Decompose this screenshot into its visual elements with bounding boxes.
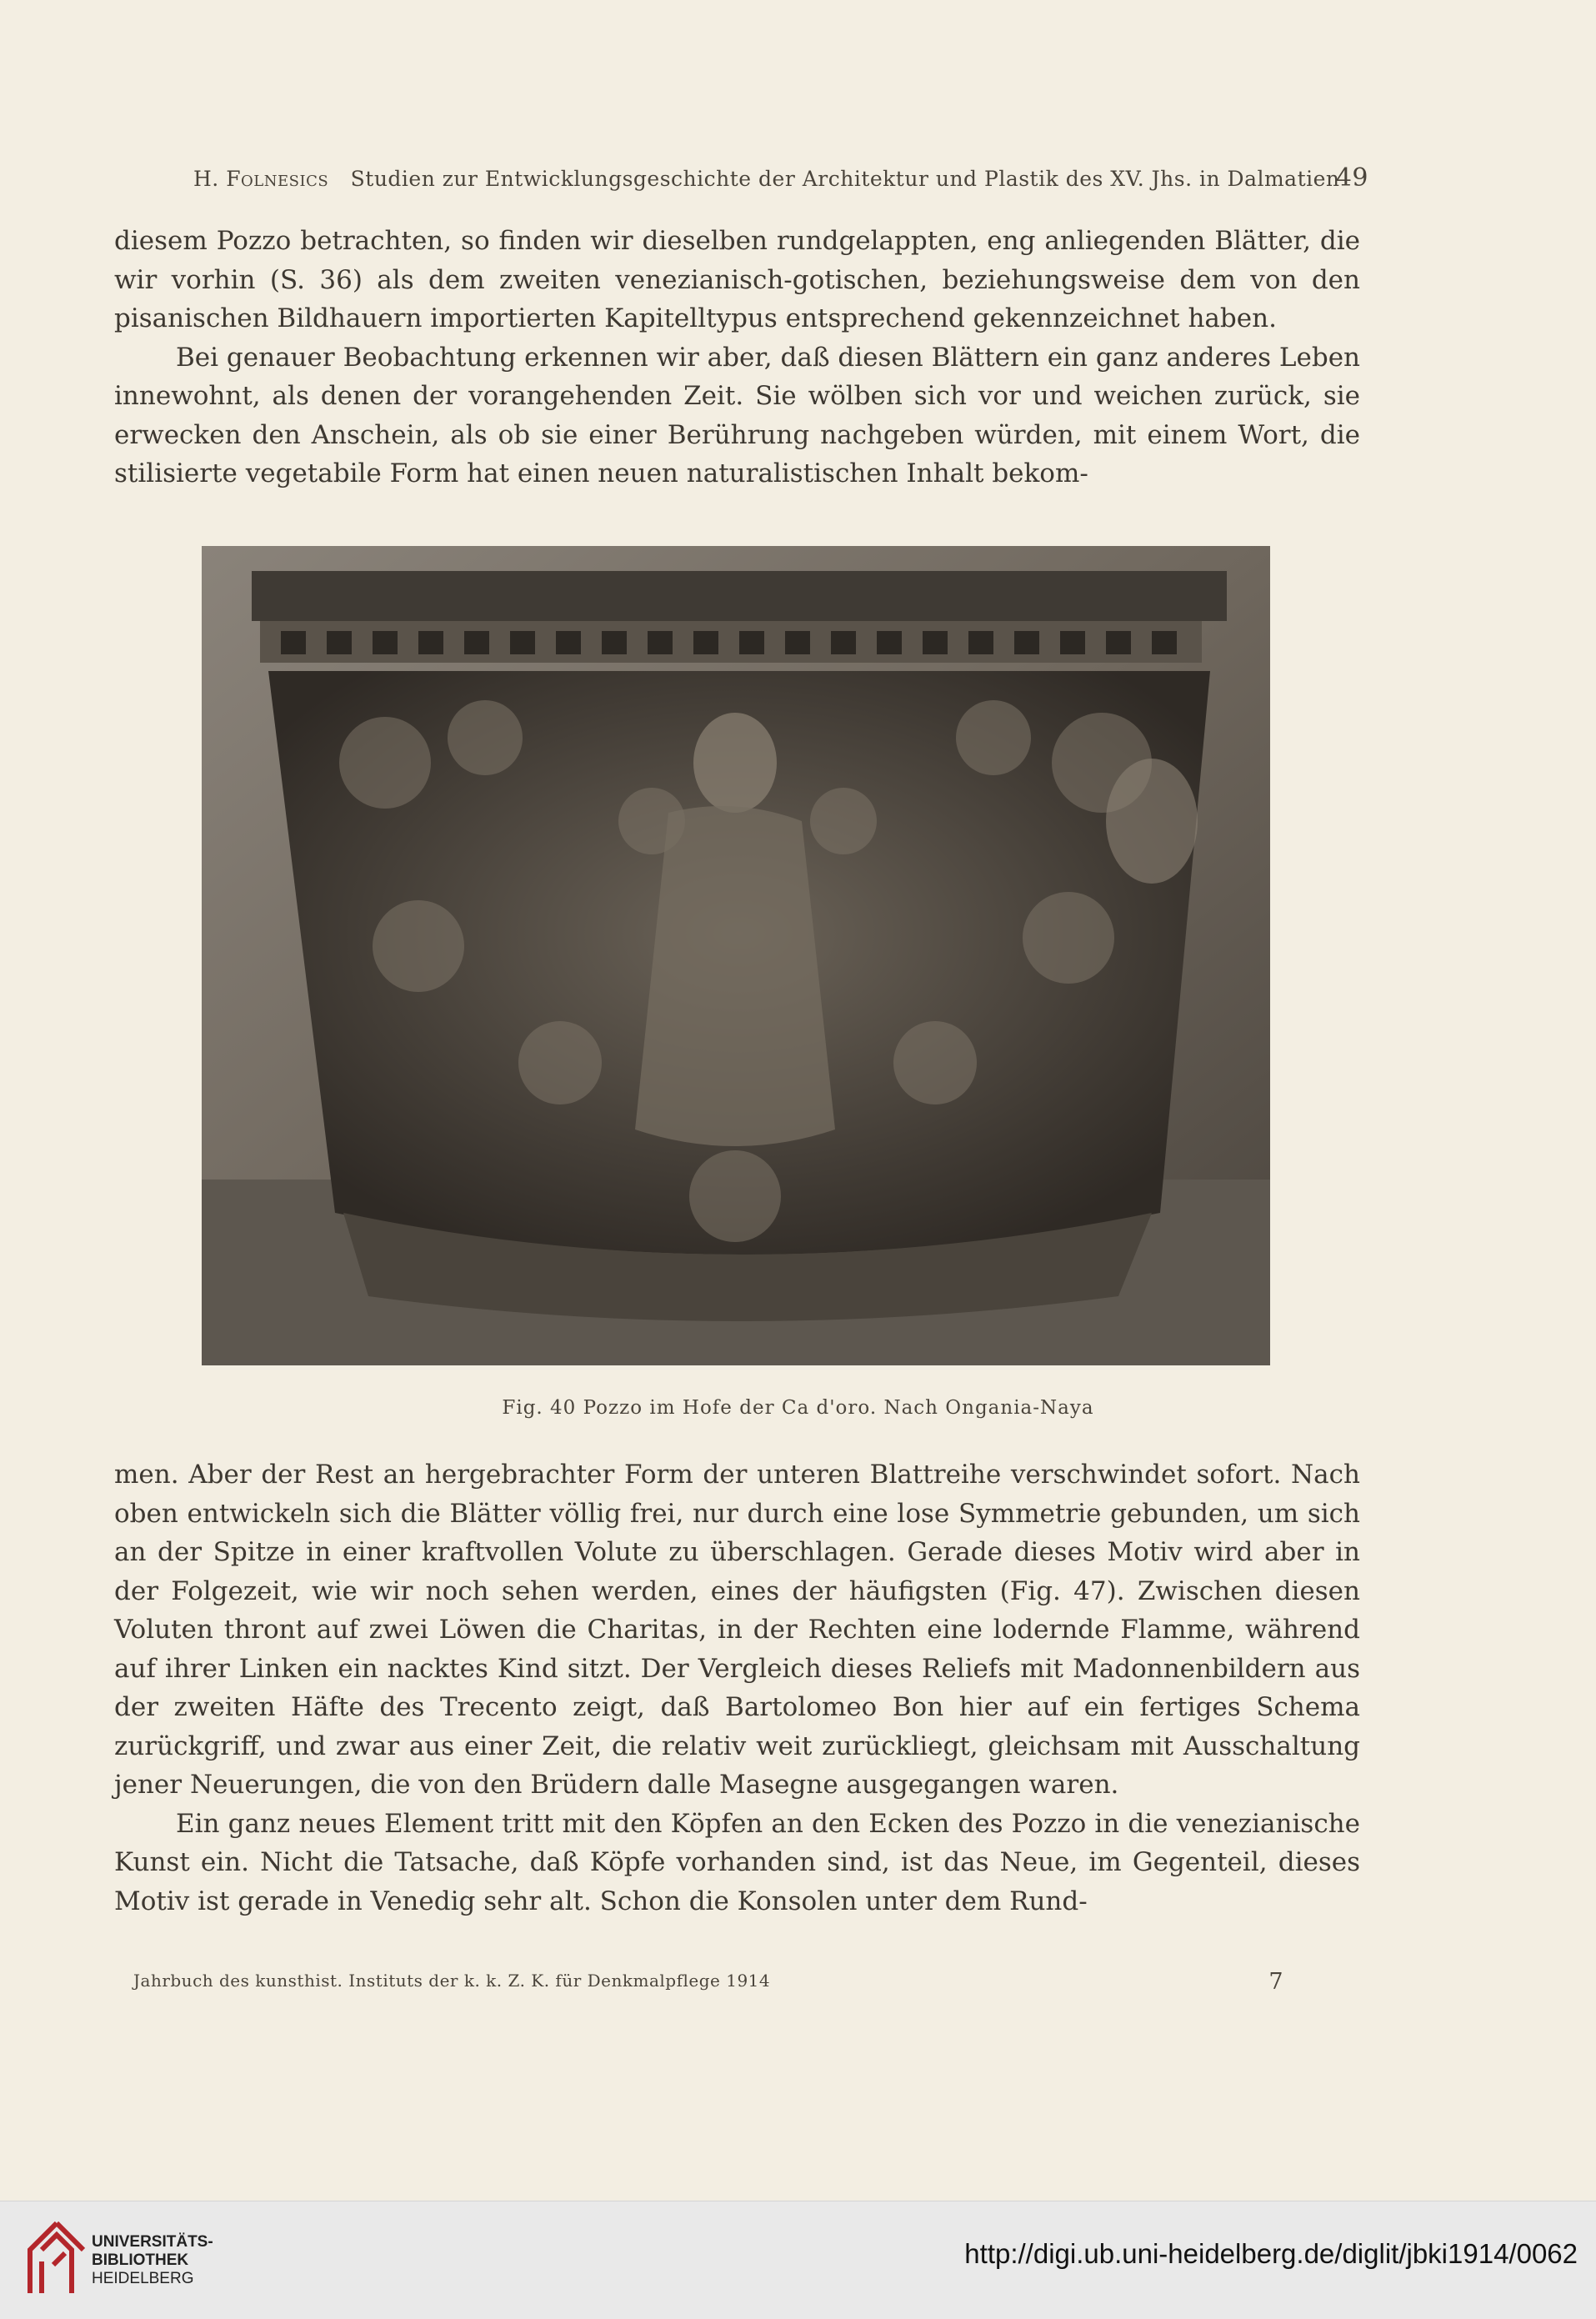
paragraph-4: Ein ganz neues Element tritt mit den Köpfen an den Ecken des Pozzo in die venezianische Kunst ein. Nicht die Tatsache, daß Köpfe vorhanden sind, ist das Neue, im Gegenteil, dieses Motiv ist gerade in Venedig sehr alt. Schon die Konsolen unter dem Rund- [114, 1808, 1360, 1916]
body-text-top [114, 222, 1360, 493]
library-logo-icon [23, 2216, 90, 2300]
paragraph-1: diesem Pozzo betrachten, so finden wir dieselben rundgelappten, eng anliegenden Blätter, die wir vorhin (S. 36) als dem zweiten venezianisch-gotischen, beziehungsweise dem von den pisanischen Bildhauern importierten Kapitelltypus entsprechend gekennzeichnet haben. [114, 226, 1360, 333]
body-text-bottom [114, 1455, 1360, 1921]
figure-photo-pozzo [202, 546, 1270, 1365]
library-name [92, 2233, 213, 2288]
footer-signature: 7 [1268, 1969, 1283, 1995]
pozzo-photograph [202, 546, 1270, 1365]
library-name-line2: BIBLIOTHEK [92, 2251, 189, 2269]
figure-caption: Fig. 40 Pozzo im Hofe der Ca d'oro. Nach Ongania-Naya [502, 1397, 1094, 1419]
library-name-line3: HEIDELBERG [92, 2270, 194, 2287]
library-bar [0, 2201, 1596, 2319]
paragraph-3: men. Aber der Rest an hergebrachter Form der unteren Blattreihe verschwindet sofort. Nach oben entwickeln sich die Blätter völlig frei, nur durch eine lose Symmetrie gebunden, um sich an der Spitze in einer kraftvollen Volute zu überschlagen. Gerade dieses Motiv wird aber in der Folgezeit, wie wir noch sehen werden, eines der häufigsten (Fig. 47). Zwischen diesen Voluten thront auf zwei Löwen die Charitas, in der Rechten eine lodernde Flamme, während auf ihrer Linken ein nacktes Kind sitzt. Der Vergleich dieses Reliefs mit Madonnenbildern aus der zweiten Häfte des Trecento zeigt, daß Bartolomeo Bon hier auf ein fertiges Schema zurückgriff, und zwar aus einer Zeit, die relativ weit zurückliegt, gleichsam mit Ausschaltung jener Neuerungen, die von den Brüdern dalle Masegne ausgegangen waren. [114, 1460, 1360, 1800]
library-name-line1: UNIVERSITÄTS- [92, 2233, 213, 2251]
page-footer [133, 1969, 1283, 1995]
paragraph-2: Bei genauer Beobachtung erkennen wir aber, daß diesen Blättern ein ganz anderes Leben innewohnt, als denen der vorangehenden Zeit. Sie wölben sich vor und weichen zurück, sie erwecken den Anschein, als ob sie einer Berührung nachgeben würden, mit einem Wort, die stilisierte vegetabile Form hat einen neuen naturalistischen Inhalt bekom- [114, 342, 1360, 488]
permalink-url[interactable]: http://digi.ub.uni-heidelberg.de/diglit/jbki1914/0062 [964, 2238, 1578, 2269]
running-head [193, 163, 1368, 193]
page-number: 49 [1335, 163, 1368, 193]
running-head-author: H. Folnesics [193, 167, 329, 191]
running-head-title: Studien zur Entwicklungsgeschichte der Architektur und Plastik des XV. Jhs. in Dalmatien [350, 167, 1340, 191]
footer-journal: Jahrbuch des kunsthist. Instituts der k. k. Z. K. für Denkmalpflege 1914 [133, 1971, 771, 1991]
